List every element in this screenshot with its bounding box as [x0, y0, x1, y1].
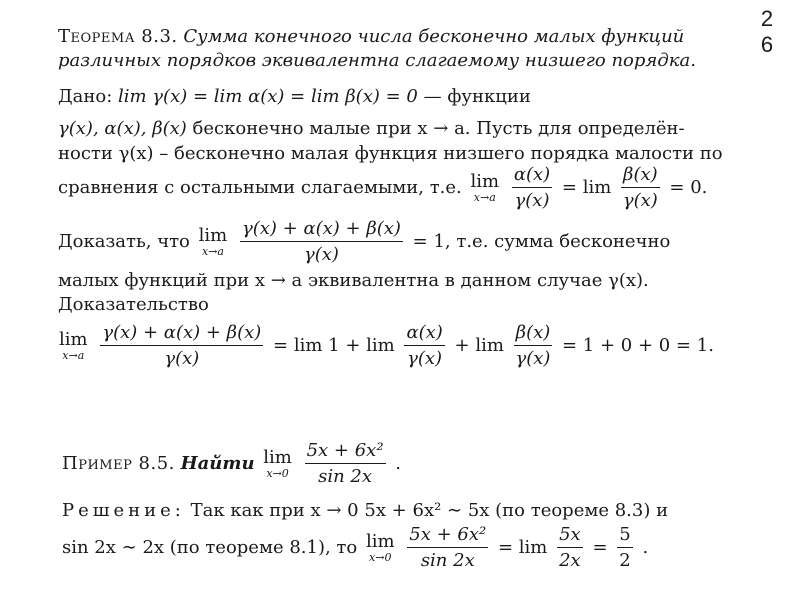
solution-eq-mid: = lim — [497, 537, 548, 558]
proof-frac-alpha-gamma: $\frac{\alpha(x)}{\gamma(x)}$ — [406, 322, 443, 369]
page-number-digit-1: 2 — [760, 6, 774, 31]
given-lim-1: lim x→a — [470, 170, 500, 204]
theorem-text-1: Сумма конечного числа бесконечно малых функций — [183, 26, 685, 47]
theorem-line-2: различных порядков эквивалентна слагаемому низшего порядка. — [58, 50, 696, 71]
prove-label: Доказать, что — [58, 231, 190, 252]
given-line-4 — [58, 164, 707, 211]
page-number-digit-2: 6 — [760, 32, 774, 57]
given-eq-2: = 0. — [669, 177, 708, 198]
proof-frac-beta-gamma: $\frac{\beta(x)}{\gamma(x)}$ — [515, 322, 551, 369]
proof-lim-1: lim x→a — [59, 328, 88, 362]
solution-text-1: Так как при x → 0 5x + 6x² ∼ 5x (по теореме 8.3) и — [190, 500, 669, 521]
given-frac-alpha-gamma: $\frac{\alpha(x)}{\gamma(x)}$ — [513, 164, 551, 211]
proof-equation — [56, 322, 714, 369]
given-line-2 — [58, 118, 685, 139]
example-label: Пример 8.5. — [62, 453, 175, 474]
prove-lim: lim x→a — [198, 224, 228, 258]
given-functions: γ(x), α(x), β(x) — [58, 118, 187, 139]
proof-label: Доказательство — [58, 294, 209, 315]
example-lim: lim x→0 — [263, 446, 292, 480]
solution-text-2: sin 2x ∼ 2x (по теореме 8.1), то — [62, 537, 358, 558]
prove-line-1 — [58, 218, 670, 265]
proof-rhs-3: = 1 + 0 + 0 = 1. — [562, 335, 714, 356]
given-eq-1: = lim — [561, 177, 612, 198]
page-number — [758, 6, 776, 58]
theorem-label: Теорема 8.3. — [58, 26, 178, 47]
solution-end: . — [642, 537, 649, 558]
solution-line-1 — [62, 500, 668, 521]
given-line-2-text: бесконечно малые при x → a. Пусть для определён- — [192, 118, 685, 139]
proof-rhs-2: + lim — [454, 335, 504, 356]
example-frac: $\frac{\text{5x + 6x²}}{\sin 2x}$ — [306, 440, 384, 487]
given-label: Дано: — [58, 86, 113, 107]
prove-rhs: = 1, т.е. сумма бесконечно — [412, 231, 671, 252]
solution-eq-mid-2: = — [592, 537, 608, 558]
solution-label: Решение: — [62, 500, 185, 521]
solution-lim-1: lim x→0 — [365, 530, 395, 564]
prove-frac-sum-gamma: $\frac{\gamma(x) + \alpha(x) + \beta(x)}{\gamma(x)}$ — [241, 218, 401, 265]
proof-frac-sum-gamma: $\frac{\gamma(x) + \alpha(x) + \beta(x)}{\gamma(x)}$ — [102, 322, 262, 369]
example-end: . — [395, 453, 402, 474]
prove-line-2: малых функций при x → a эквивалентна в данном случае γ(x). — [58, 270, 649, 291]
solution-frac-2: $\frac{5x}{2x}$ — [559, 524, 581, 571]
given-line-4-text: сравнения с остальными слагаемыми, т.е. — [58, 177, 462, 198]
proof-rhs-1: = lim 1 + lim — [273, 335, 395, 356]
given-frac-beta-gamma: $\frac{\beta(x)}{\gamma(x)}$ — [622, 164, 658, 211]
given-line-1 — [58, 86, 531, 107]
given-equation: lim γ(x) = lim α(x) = lim β(x) = 0 — [118, 86, 418, 107]
given-dash: — функции — [423, 86, 531, 107]
example-line — [62, 440, 401, 487]
given-line-3: ности γ(x) – бесконечно малая функция низшего порядка малости по — [58, 143, 723, 164]
theorem-line-1 — [58, 26, 684, 47]
solution-frac-3: $\frac{5}{2}$ — [619, 524, 631, 571]
solution-frac-1: $\frac{\text{5x + 6x²}}{\sin 2x}$ — [409, 524, 487, 571]
example-task: Найти — [180, 453, 255, 474]
solution-line-2 — [62, 524, 648, 571]
